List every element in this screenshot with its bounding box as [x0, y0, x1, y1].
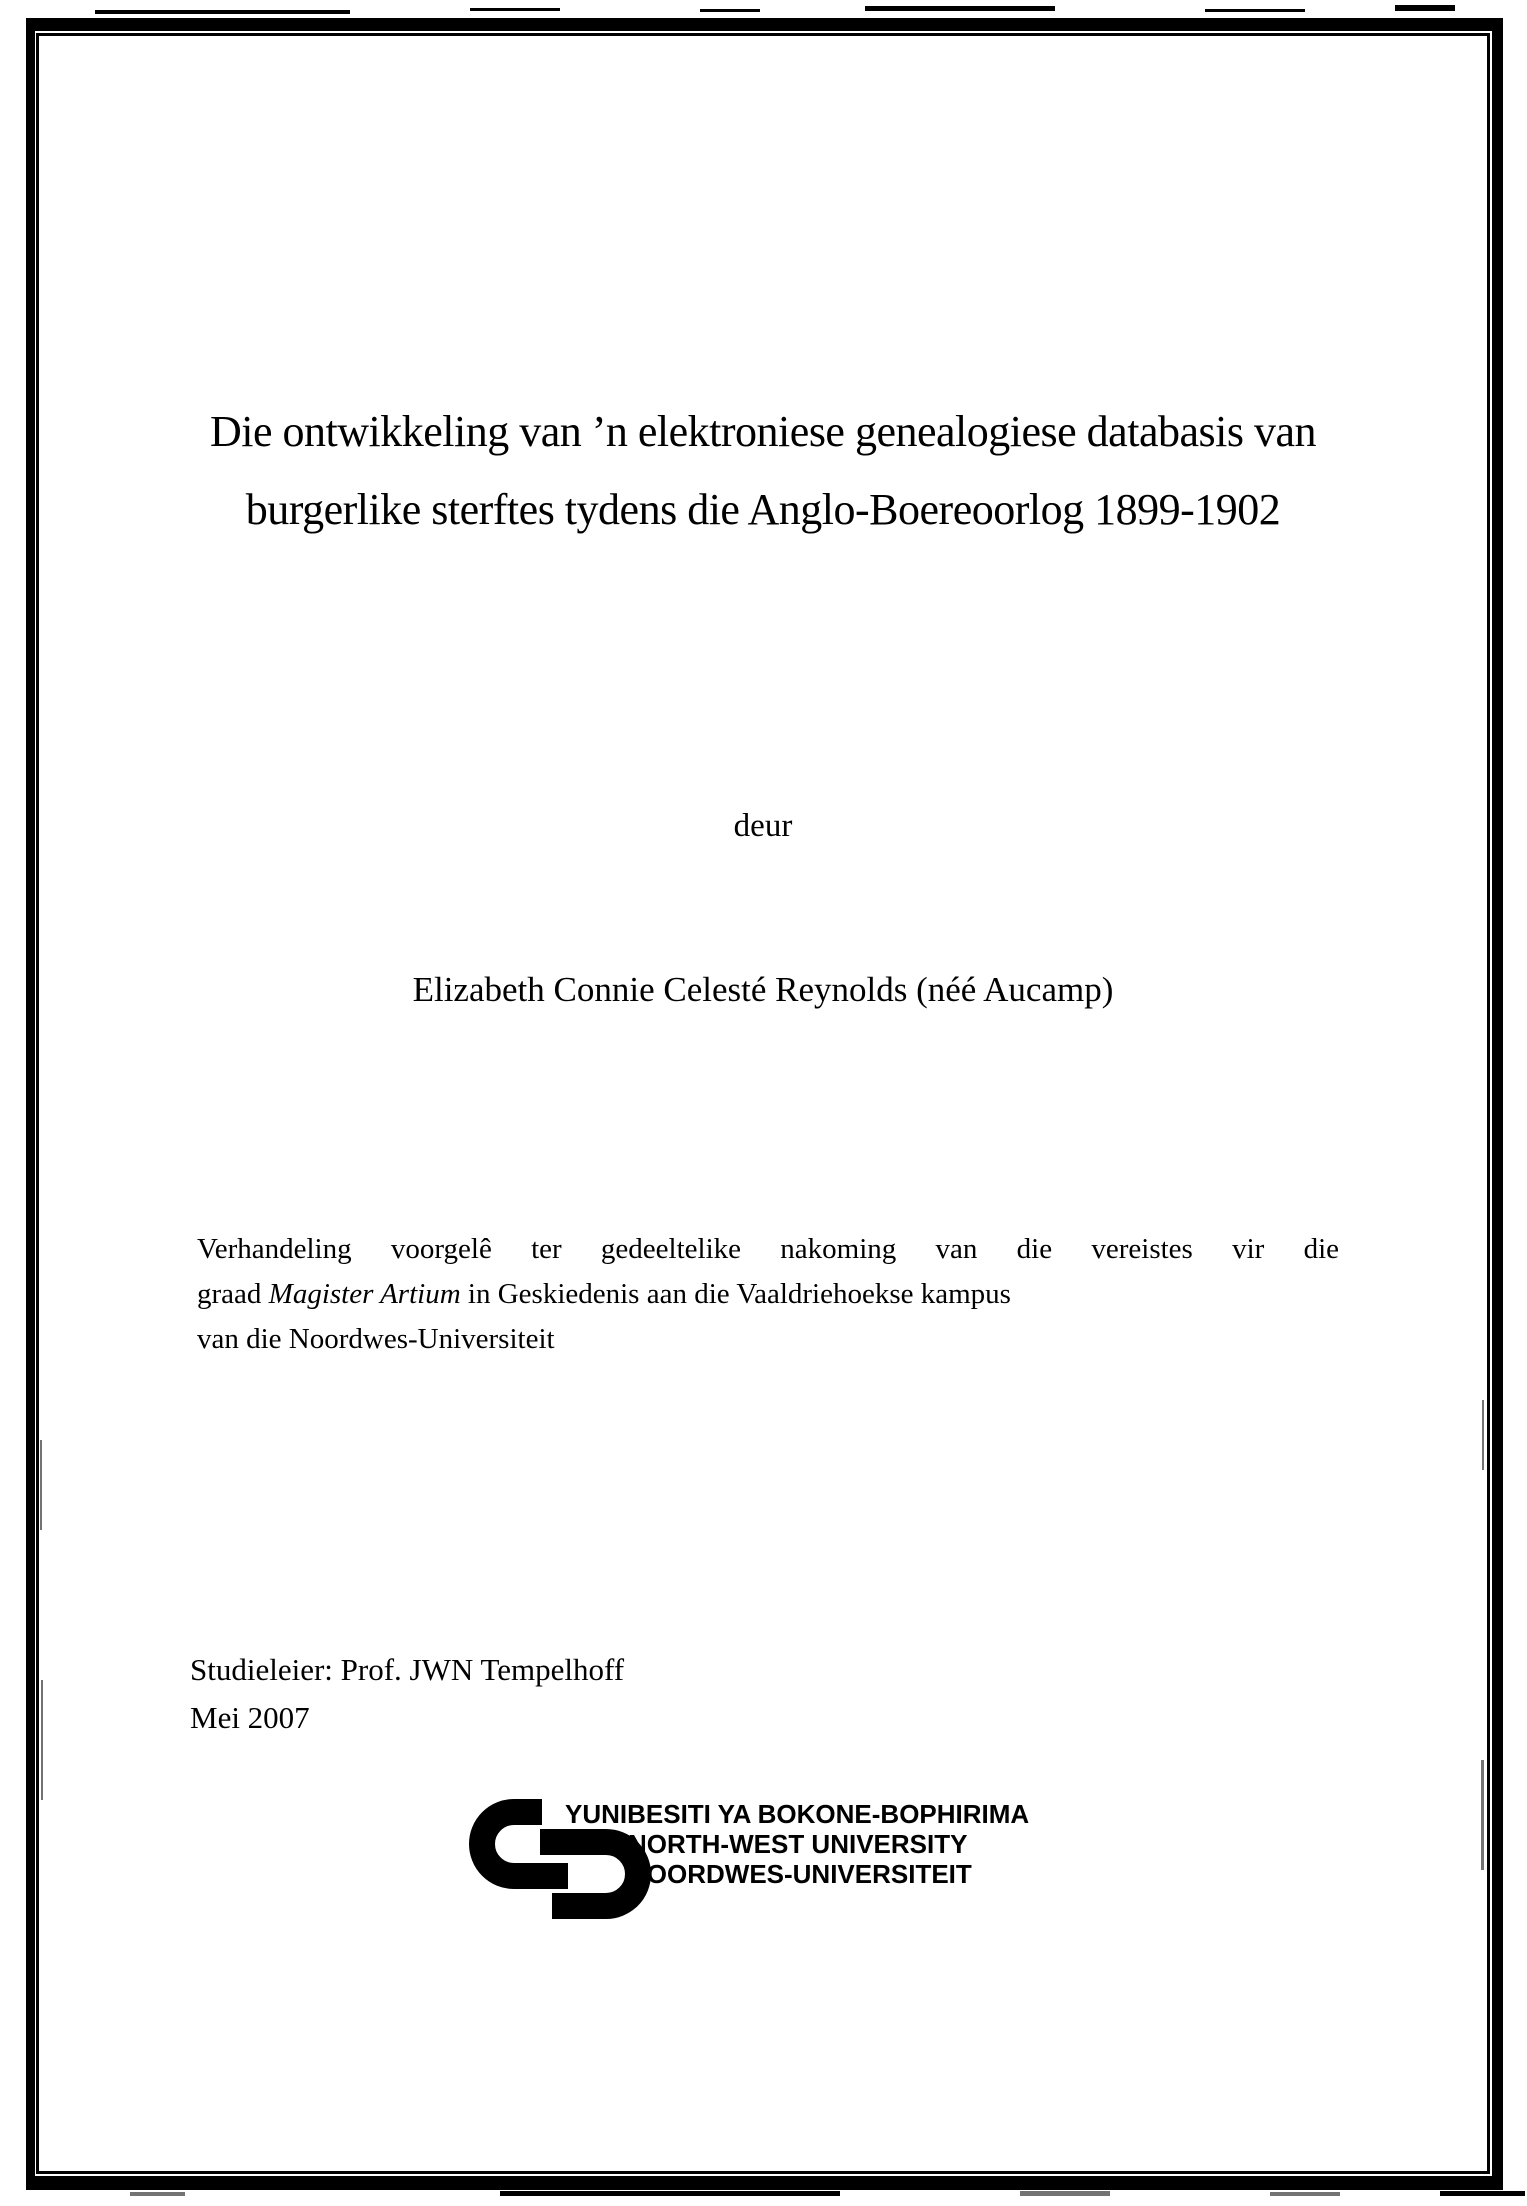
scan-noise	[1020, 2191, 1110, 2196]
degree-statement-line1: Verhandeling voorgelê ter gedeeltelike nakoming van die vereistes vir die	[197, 1233, 1339, 1265]
supervisor-line: Studieleier: Prof. JWN Tempelhoff	[190, 1652, 625, 1687]
scan-noise	[130, 2192, 185, 2196]
scan-noise	[1482, 1400, 1484, 1470]
degree-statement	[197, 1227, 1339, 1362]
thesis-title	[39, 393, 1487, 549]
degree-statement-line2-pre: graad	[197, 1278, 269, 1310]
scan-noise	[1395, 5, 1455, 11]
degree-statement-line3: van die Noordwes-Universiteit	[197, 1323, 555, 1355]
author-name: Elizabeth Connie Celesté Reynolds (néé Aucamp)	[412, 970, 1114, 1009]
logo-text-english: NORTH-WEST UNIVERSITY	[628, 1829, 968, 1859]
scan-noise	[1481, 1760, 1484, 1870]
scan-noise	[470, 8, 560, 11]
thesis-title-line1: Die ontwikkeling van ’n elektroniese genealogiese databasis van	[209, 407, 1316, 456]
university-logo-text	[565, 1799, 1029, 1889]
scan-noise	[95, 10, 350, 14]
scan-noise	[1440, 2191, 1525, 2196]
scan-noise	[700, 9, 760, 12]
logo-text-afrikaans: NOORDWES-UNIVERSITEIT	[628, 1859, 972, 1889]
scan-noise	[865, 6, 1055, 11]
scan-noise	[1270, 2192, 1340, 2196]
degree-statement-line2	[197, 1272, 1339, 1317]
supervisor-block	[190, 1646, 624, 1742]
scan-noise	[500, 2191, 840, 2196]
logo-text-setswana: YUNIBESITI YA BOKONE-BOPHIRIMA	[565, 1799, 1030, 1829]
thesis-title-line2: burgerlike sterftes tydens die Anglo-Boereoorlog 1899-1902	[245, 485, 1281, 534]
degree-name-italic: Magister Artium	[268, 1278, 461, 1310]
byline-label: deur	[733, 808, 793, 844]
scan-noise	[40, 1440, 42, 1530]
degree-statement-line2-post: in Geskiedenis aan die Vaaldriehoekse kampus	[460, 1278, 1011, 1310]
scan-noise	[1205, 9, 1305, 12]
scan-noise	[41, 1680, 43, 1800]
date-line: Mei 2007	[190, 1700, 310, 1735]
